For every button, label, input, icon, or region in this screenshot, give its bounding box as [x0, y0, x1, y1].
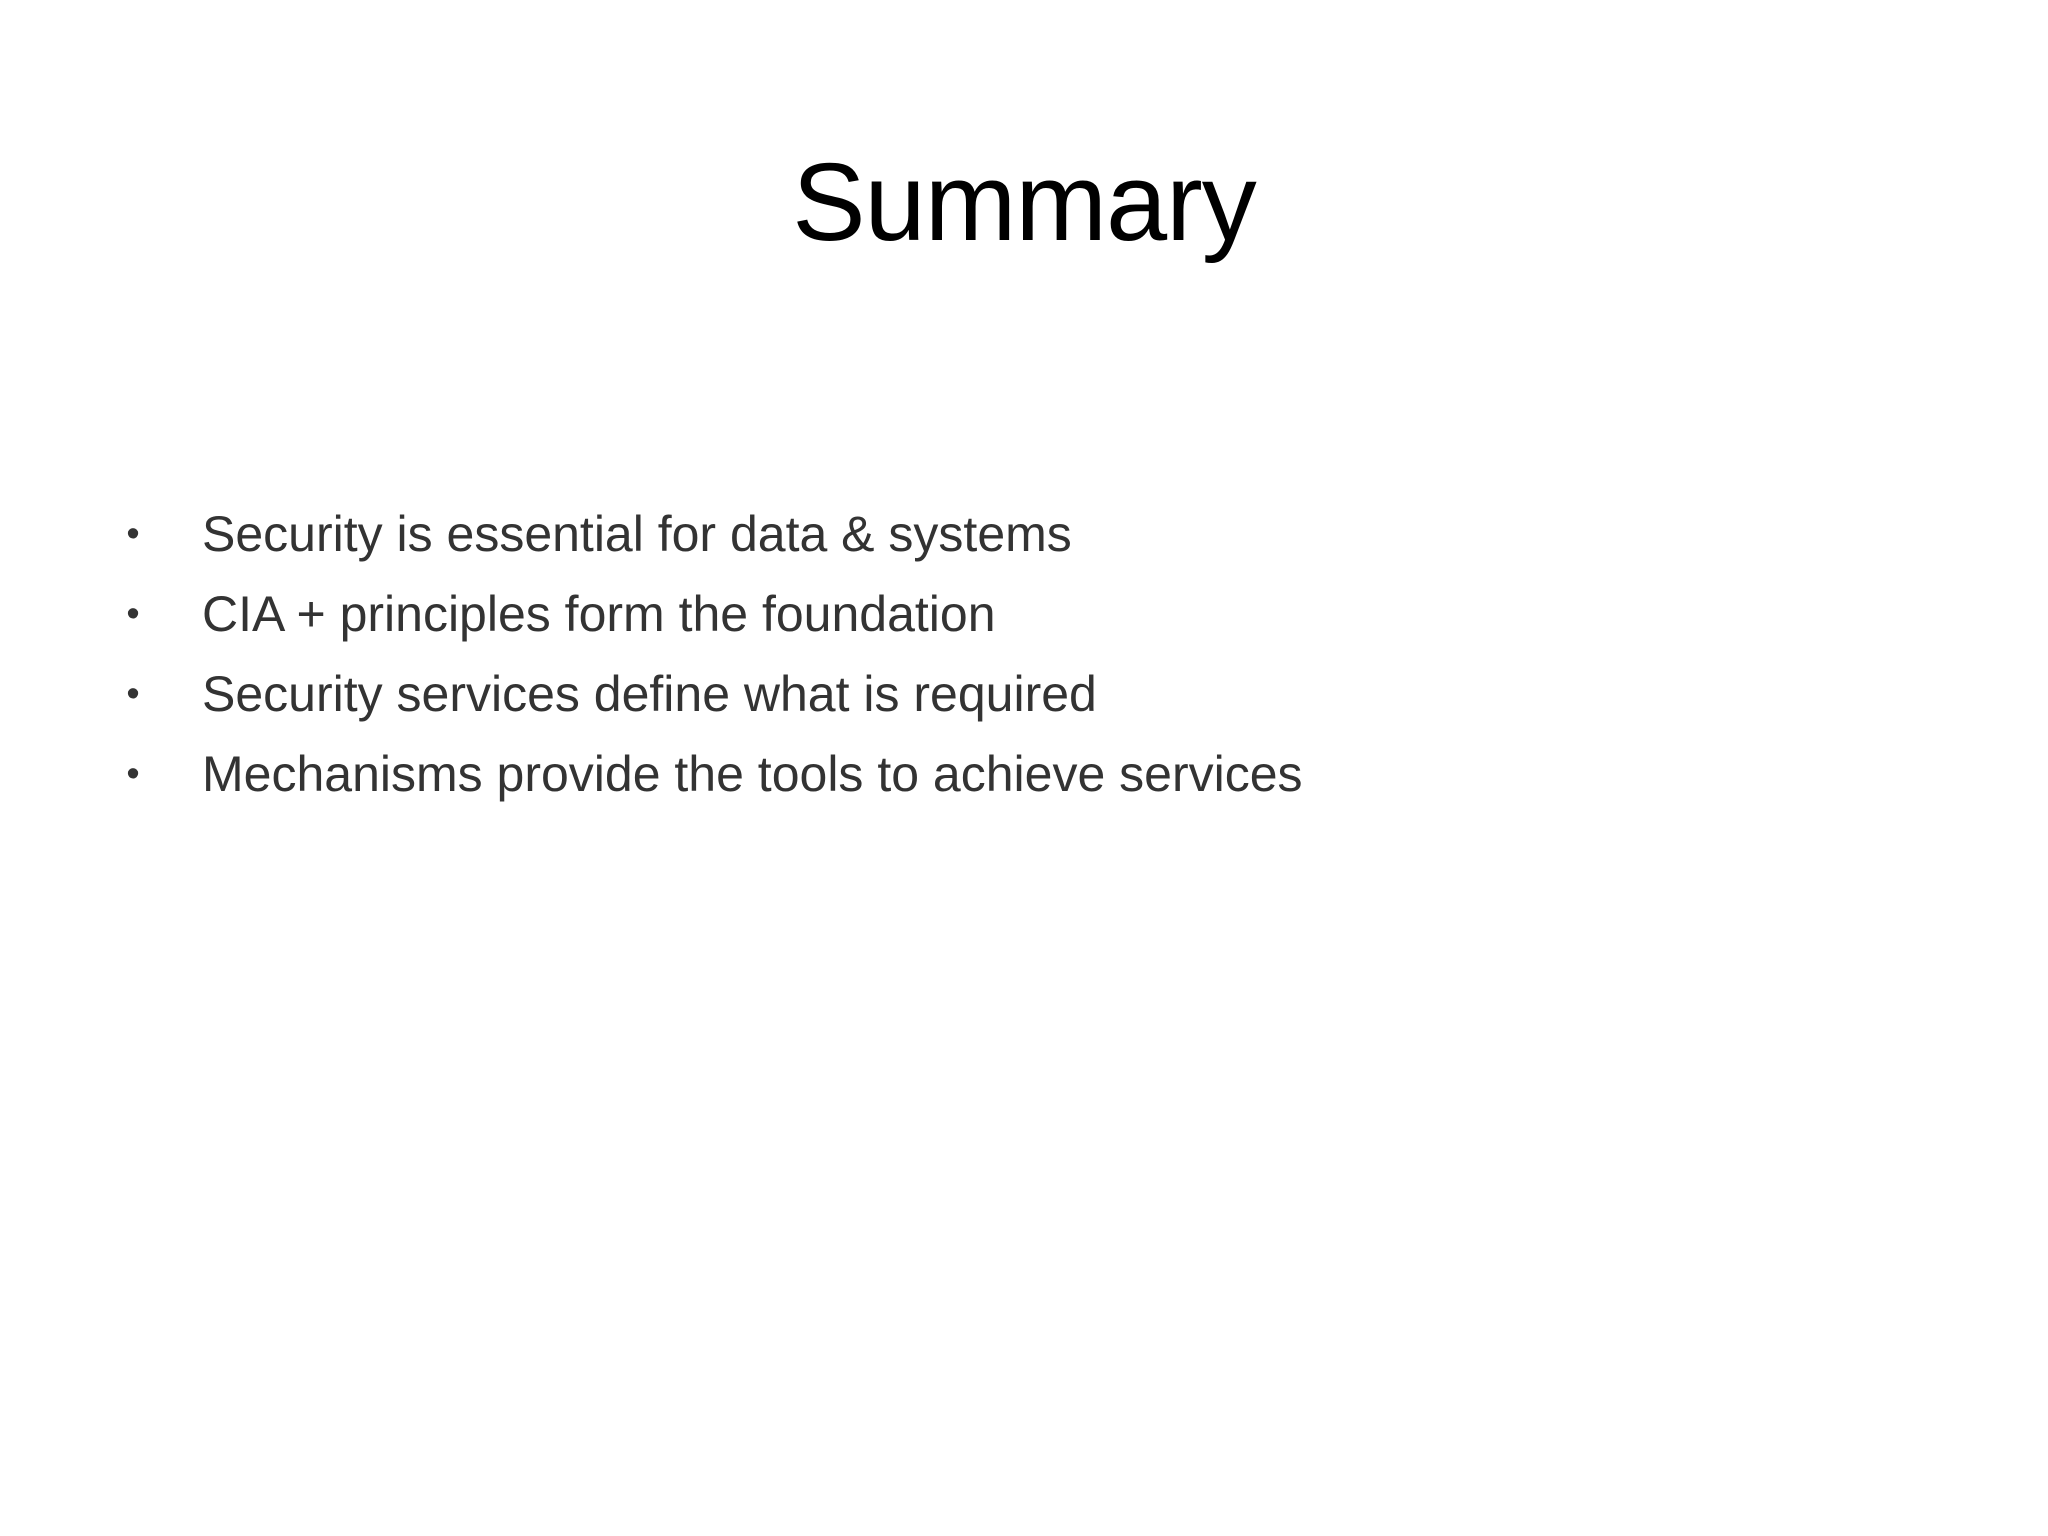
bullet-text: Security services define what is required [202, 666, 1097, 722]
bullet-marker-icon: • [126, 753, 140, 795]
slide-title: Summary [792, 141, 1256, 264]
bullet-marker-icon: • [126, 513, 140, 555]
bullet-text: CIA + principles form the foundation [202, 586, 996, 642]
bullet-marker-icon: • [126, 593, 140, 635]
bullet-text: Mechanisms provide the tools to achieve services [202, 746, 1303, 802]
bullet-marker-icon: • [126, 673, 140, 715]
bullet-text: Security is essential for data & systems [202, 506, 1072, 562]
